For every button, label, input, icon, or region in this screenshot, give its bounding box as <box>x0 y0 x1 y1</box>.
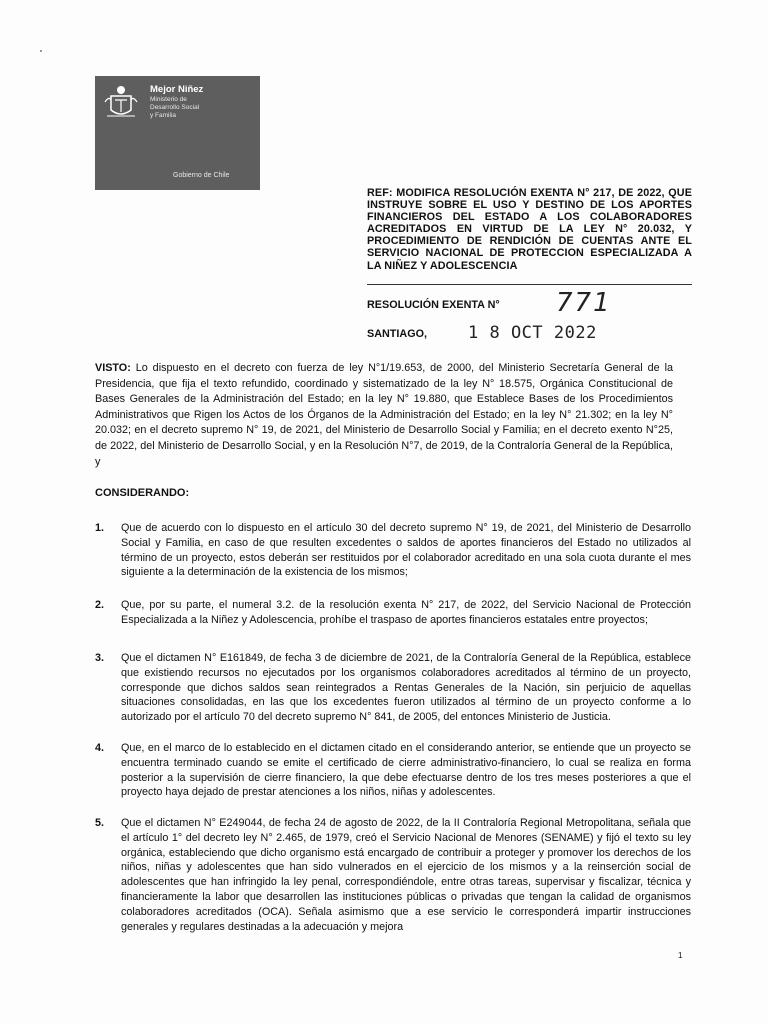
item-number: 2. <box>95 599 105 611</box>
item-text: Que, por su parte, el numeral 3.2. de la resolución exenta N° 217, de 2022, del Servicio Nacional de Protección Especializada a la Niñez y Adolescencia, prohíbe el traspaso de aportes financieros estatales entre proyectos; <box>121 599 691 626</box>
item-text: Que el dictamen N° E249044, de fecha 24 de agosto de 2022, de la II Contraloría Regional Metropolitana, señala que el artículo 1° del decreto ley N° 2.465, de 1979, creó el Servicio Nacional de Menores (SENAME) y fijó el texto su ley orgánica, estableciendo que dicho organismo está encargado de contribuir a proteger y promover los derechos de los niños, niñas y adolescentes que han sido vulnerados en el ejercicio de los mismos y a la reinserción social de adolescentes que han infringido la ley penal, correspondiéndole, entre otras tareas, supervisar y fiscalizar, técnica y financieramente la labor que desarrollen las instituciones públicas o privadas que tengan la calidad de organismos colaboradores acreditados (OCA). Señala asimismo que a ese servicio le corresponderá impartir instrucciones generales y regulares destinadas a la adecuación y mejora <box>121 817 691 933</box>
reference-block <box>367 187 692 272</box>
item-text: Que, en el marco de lo establecido en el dictamen citado en el considerando anterior, se entiende que un proyecto se encuentra terminado cuando se emite el certificado de cierre administrativo-financiero, lo cual se realiza en forma posterior a la supervisión de cierre financiero, la que debe efectuarse dentro de los tres meses posteriores a que el proyecto haya dejado de prestar atenciones a los niños, niñas y adolescentes. <box>121 742 691 799</box>
scan-speck <box>40 50 42 52</box>
item-text: Que de acuerdo con lo dispuesto en el artículo 30 del decreto supremo N° 19, de 2021, del Ministerio de Desarrollo Social y Familia, en caso de que resulten excedentes o saldos de aportes financieros del Estado no utilizados al término de un proyecto, estos deberán ser restituidos por el colaborador acreditado en una sola cuota durante el mes siguiente a la determinación de la existencia de los mismos; <box>121 522 691 579</box>
visto-paragraph <box>95 361 673 470</box>
coat-of-arms-icon <box>101 82 141 122</box>
place-label: SANTIAGO, <box>367 328 427 340</box>
item-number: 1. <box>95 522 105 534</box>
logo-ministry <box>150 96 250 120</box>
reference-text: REF: MODIFICA RESOLUCIÓN EXENTA N° 217, DE 2022, QUE INSTRUYE SOBRE EL USO Y DESTINO DE LOS APORTES FINANCIEROS DEL ESTADO A LOS COLABORADORES ACREDITADOS EN VIRTUD DE LA LEY N° 20.032, Y PROCEDIMIENTO DE RENDICIÓN DE CUENTAS ANTE EL SERVICIO NACIONAL DE PROTECCION ESPECIALIZADA A LA NIÑEZ Y ADOLESCENCIA <box>367 187 692 272</box>
item-number: 4. <box>95 742 105 754</box>
resolution-number: 771 <box>556 288 612 318</box>
page-number: 1 <box>678 951 683 960</box>
item-text: Que el dictamen N° E161849, de fecha 3 de diciembre de 2021, de la Contraloría General de la República, establece que existiendo recursos no ejecutados por los organismos colaboradores acreditados al término de un proyecto, corresponde que dichos saldos sean reintegrados a Rentas Generales de la Nación, sin perjuicio de aquellas situaciones consolidadas, en las que los excedentes fueron utilizados al término de un proyecto conforme a lo autorizado por el artículo 70 del decreto supremo N° 841, de 2005, del entonces Ministerio de Justicia. <box>121 652 691 724</box>
institution-logo <box>95 76 260 190</box>
logo-ministry-line: Desarrollo Social <box>150 104 200 111</box>
considerando-heading: CONSIDERANDO: <box>95 487 190 499</box>
visto-text: Lo dispuesto en el decreto con fuerza de ley N°1/19.653, de 2000, del Ministerio Secretaría General de la Presidencia, que fija el texto refundido, coordinado y sistematizado de la ley N° 18.575, Orgánica Constitucional de Bases Generales de la Administración del Estado; en la ley N° 19.880, que Establece Bases de los Procedimientos Administrativos que Rigen los Actos de los Órganos de la Administración del Estado; en la ley N° 21.302; en la ley N° 20.032; en el decreto supremo N° 19, de 2021, del Ministerio de Desarrollo Social y Familia; en el decreto exento N°25, de 2022, del Ministerio de Desarrollo Social, y en la Resolución N°7, de 2019, de la Contraloría General de la República, y <box>95 362 673 468</box>
item-number: 3. <box>95 652 105 664</box>
logo-ministry-line: Ministerio de <box>150 96 187 103</box>
item-number: 5. <box>95 817 105 829</box>
resolution-label: RESOLUCIÓN EXENTA N° <box>367 299 500 311</box>
logo-ministry-line: y Familia <box>150 112 177 119</box>
logo-government: Gobierno de Chile <box>173 172 230 179</box>
visto-label: VISTO: <box>95 362 131 374</box>
date-stamp: 1 8 OCT 2022 <box>468 323 597 343</box>
reference-underline <box>367 284 692 285</box>
logo-brand: Mejor Niñez <box>150 84 204 95</box>
